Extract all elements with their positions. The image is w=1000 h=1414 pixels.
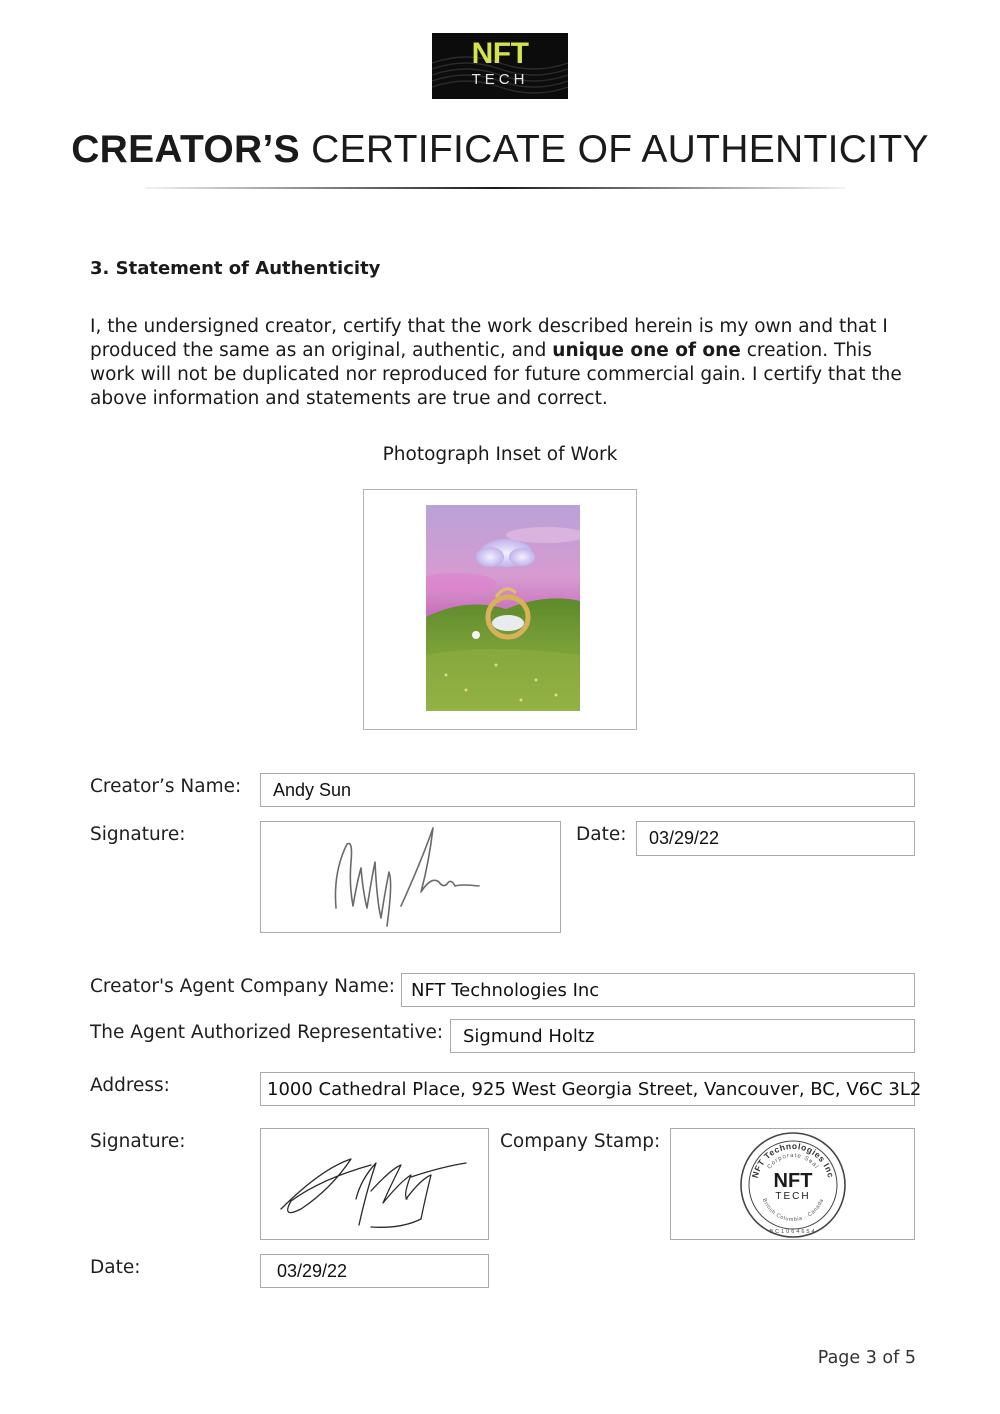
agent-date-field[interactable] bbox=[260, 1254, 489, 1288]
creator-signature-image bbox=[261, 822, 560, 932]
creator-date-field[interactable] bbox=[636, 821, 915, 856]
agent-rep-value: Sigmund Holtz bbox=[463, 1025, 595, 1047]
title-divider bbox=[145, 187, 845, 189]
title-bold: CREATOR’S bbox=[71, 128, 300, 171]
statement-part2: creation. This work will not be duplicated nor reproduced for future commercial gain. I certify that the above information and statements are true and correct. bbox=[90, 340, 902, 409]
stamp-ring-top: NFT Technologies Inc bbox=[749, 1140, 837, 1180]
agent-company-value: NFT Technologies Inc bbox=[411, 979, 600, 1001]
address-label: Address: bbox=[90, 1075, 170, 1096]
creator-date-label: Date: bbox=[576, 824, 627, 845]
agent-company-field[interactable] bbox=[401, 973, 915, 1007]
creator-name-label: Creator’s Name: bbox=[90, 776, 242, 797]
nft-tech-logo bbox=[432, 33, 568, 99]
photo-frame bbox=[363, 489, 637, 730]
agent-date-value: 03/29/22 bbox=[277, 1260, 348, 1281]
company-stamp-field bbox=[670, 1128, 915, 1240]
address-value: 1000 Cathedral Place, 925 West Georgia Street, Vancouver, BC, V6C 3L2 bbox=[267, 1078, 922, 1100]
statement-part1: I, the undersigned creator, certify that the work described herein is my own and that I produced the same as an original, authentic, and bbox=[90, 316, 888, 361]
creator-name-value: Andy Sun bbox=[273, 779, 352, 800]
agent-signature-image bbox=[261, 1129, 488, 1239]
section-heading: 3. Statement of Authenticity bbox=[90, 258, 381, 279]
page-title bbox=[0, 128, 1000, 172]
stamp-number: BC1064654 bbox=[769, 1229, 817, 1235]
company-stamp-label: Company Stamp: bbox=[500, 1131, 661, 1152]
photo-caption: Photograph Inset of Work bbox=[382, 444, 618, 465]
company-stamp-seal bbox=[671, 1129, 914, 1239]
agent-signature-label: Signature: bbox=[90, 1131, 186, 1152]
agent-rep-label: The Agent Authorized Representative: bbox=[90, 1022, 444, 1043]
stamp-center-tech: TECH bbox=[775, 1191, 811, 1202]
logo-nft-text: NFT bbox=[471, 37, 529, 70]
artwork-photo bbox=[426, 505, 580, 711]
creator-name-field[interactable] bbox=[260, 773, 915, 807]
agent-date-label: Date: bbox=[90, 1257, 141, 1278]
stamp-ring-bottom: British Columbia · Canada bbox=[760, 1197, 826, 1224]
creator-date-value: 03/29/22 bbox=[649, 828, 720, 848]
agent-signature-field[interactable] bbox=[260, 1128, 489, 1240]
statement-bold: unique one of one bbox=[552, 340, 741, 361]
address-field[interactable] bbox=[260, 1072, 922, 1106]
page-number: Page 3 of 5 bbox=[817, 1348, 916, 1368]
stamp-center-nft: NFT bbox=[773, 1170, 813, 1192]
authenticity-statement bbox=[90, 315, 920, 411]
logo-tech-text: TECH bbox=[471, 71, 529, 88]
title-rest: CERTIFICATE OF AUTHENTICITY bbox=[299, 128, 929, 171]
creator-signature-field[interactable] bbox=[260, 821, 561, 933]
creator-signature-label: Signature: bbox=[90, 824, 186, 845]
stamp-ring-inner: Corporate Seal bbox=[766, 1152, 820, 1171]
agent-company-label: Creator's Agent Company Name: bbox=[90, 976, 395, 997]
agent-rep-field[interactable] bbox=[450, 1019, 915, 1053]
